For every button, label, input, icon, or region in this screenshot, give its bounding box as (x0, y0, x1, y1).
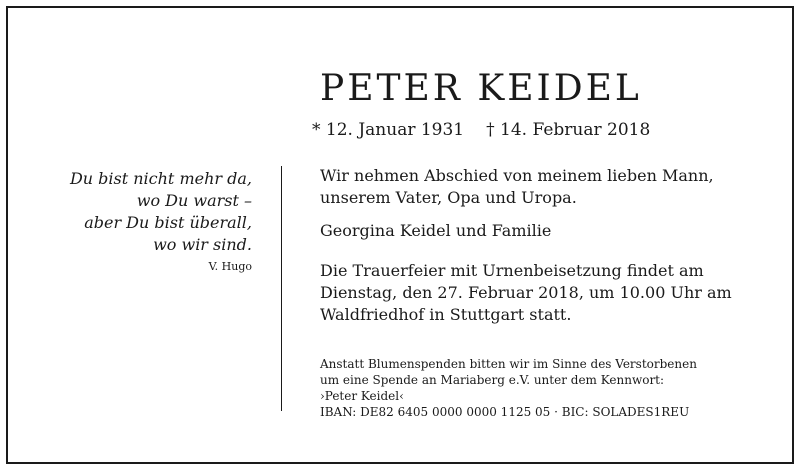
donation-info (320, 356, 697, 420)
quote-line: wo wir sind. (153, 235, 252, 254)
vertical-divider (281, 166, 282, 411)
farewell-line: unserem Vater, Opa und Uropa. (320, 188, 577, 207)
service-line: Die Trauerfeier mit Urnenbeisetzung findet am (320, 261, 704, 280)
quote-line: aber Du bist überall, (84, 213, 252, 232)
farewell-text (320, 165, 714, 209)
service-line: Waldfriedhof in Stuttgart statt. (320, 305, 572, 324)
mourners-signature: Georgina Keidel und Familie (320, 221, 552, 240)
birth-date: * 12. Januar 1931 (312, 120, 465, 140)
quote-line: Du bist nicht mehr da, (69, 169, 252, 188)
quote (70, 168, 252, 256)
service-line: Dienstag, den 27. Februar 2018, um 10.00 Uhr am (320, 283, 732, 302)
donation-line: um eine Spende an Mariaberg e.V. unter dem Kennwort: (320, 373, 665, 387)
deceased-name: PETER KEIDEL (320, 68, 642, 109)
quote-line: wo Du warst – (136, 191, 252, 210)
life-dates (312, 120, 650, 140)
service-info (320, 260, 732, 326)
obituary-notice (6, 6, 794, 464)
farewell-line: Wir nehmen Abschied von meinem lieben Mann, (320, 166, 714, 185)
donation-line: Anstatt Blumenspenden bitten wir im Sinne des Verstorbenen (320, 357, 697, 371)
donation-line: IBAN: DE82 6405 0000 0000 1125 05 · BIC: SOLADES1REU (320, 405, 690, 419)
quote-author: V. Hugo (208, 260, 252, 273)
donation-line: ›Peter Keidel‹ (320, 389, 404, 403)
death-date: † 14. Februar 2018 (486, 120, 651, 140)
